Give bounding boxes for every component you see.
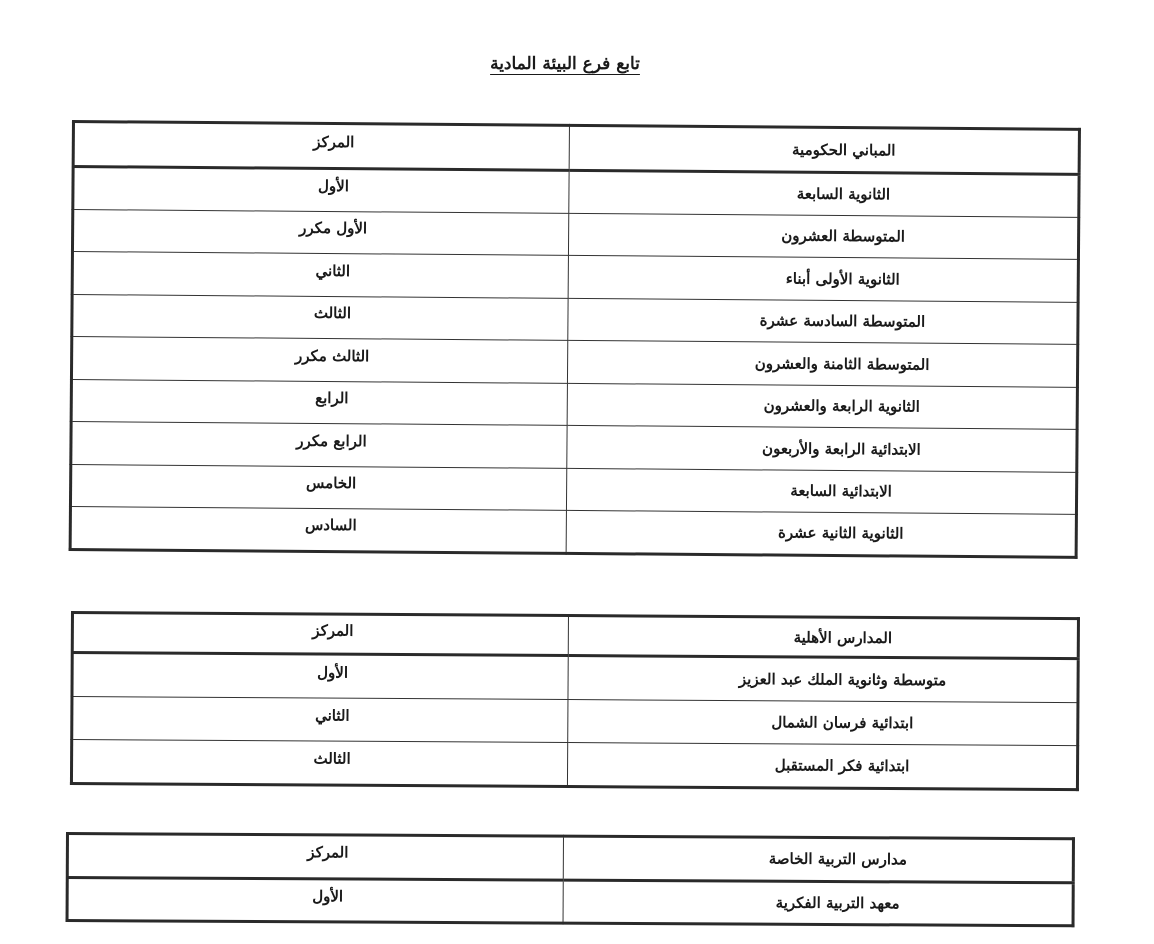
school-name-cell: الابتدائية السابعة <box>566 468 1076 515</box>
center-cell: الرابع <box>71 379 567 425</box>
table-row <box>71 740 1077 790</box>
page-title: تابع فرع البيئة المادية <box>490 54 640 74</box>
government-buildings-table <box>69 120 1081 558</box>
school-name-cell: الثانوية الرابعة والعشرون <box>567 383 1077 430</box>
school-name-cell: الثانوية السابعة <box>569 170 1079 217</box>
school-name-cell: الثانوية الأولى أبناء <box>568 255 1078 302</box>
center-cell: الثالث <box>72 294 568 340</box>
table-header-row <box>73 122 1079 175</box>
center-cell: الرابع مكرر <box>71 422 567 468</box>
center-cell: السادس <box>70 506 566 552</box>
center-cell: الثاني <box>72 696 568 743</box>
building-column-header: المباني الحكومية <box>569 125 1079 174</box>
table-row <box>70 506 1076 556</box>
center-cell: الأول مكرر <box>72 209 568 255</box>
center-cell: الخامس <box>70 464 566 510</box>
school-name-cell: الثانوية الثانية عشرة <box>566 510 1076 557</box>
school-name-cell: المتوسطة العشرون <box>568 213 1078 260</box>
center-cell: الثالث مكرر <box>71 337 567 383</box>
private-schools-table <box>70 611 1080 791</box>
school-name-cell: متوسطة وثانوية الملك عبد العزيز <box>568 656 1078 703</box>
center-column-header: المركز <box>72 613 568 656</box>
center-cell: الأول <box>72 653 568 700</box>
school-column-header: مدارس التربية الخاصة <box>563 836 1073 882</box>
center-cell: الثاني <box>72 252 568 298</box>
school-name-cell: المتوسطة السادسة عشرة <box>568 298 1078 345</box>
table-row <box>72 653 1078 703</box>
center-column-header: المركز <box>67 834 563 880</box>
table-header-row <box>72 613 1078 659</box>
school-name-cell: الابتدائية الرابعة والأربعون <box>567 425 1077 472</box>
center-cell: الأول <box>73 167 569 213</box>
school-column-header: المدارس الأهلية <box>568 616 1078 659</box>
center-cell: الثالث <box>71 740 567 787</box>
center-cell: الأول <box>67 877 563 923</box>
school-name-cell: ابتدائية فرسان الشمال <box>568 699 1078 746</box>
school-name-cell: معهد التربية الفكرية <box>563 880 1073 926</box>
table-row <box>72 696 1078 746</box>
special-education-table <box>66 832 1075 927</box>
school-name-cell: ابتدائية فكر المستقبل <box>567 743 1077 790</box>
table-header-row <box>67 834 1073 883</box>
school-name-cell: المتوسطة الثامنة والعشرون <box>567 340 1077 387</box>
center-column-header: المركز <box>73 122 569 171</box>
table-row <box>67 877 1073 926</box>
